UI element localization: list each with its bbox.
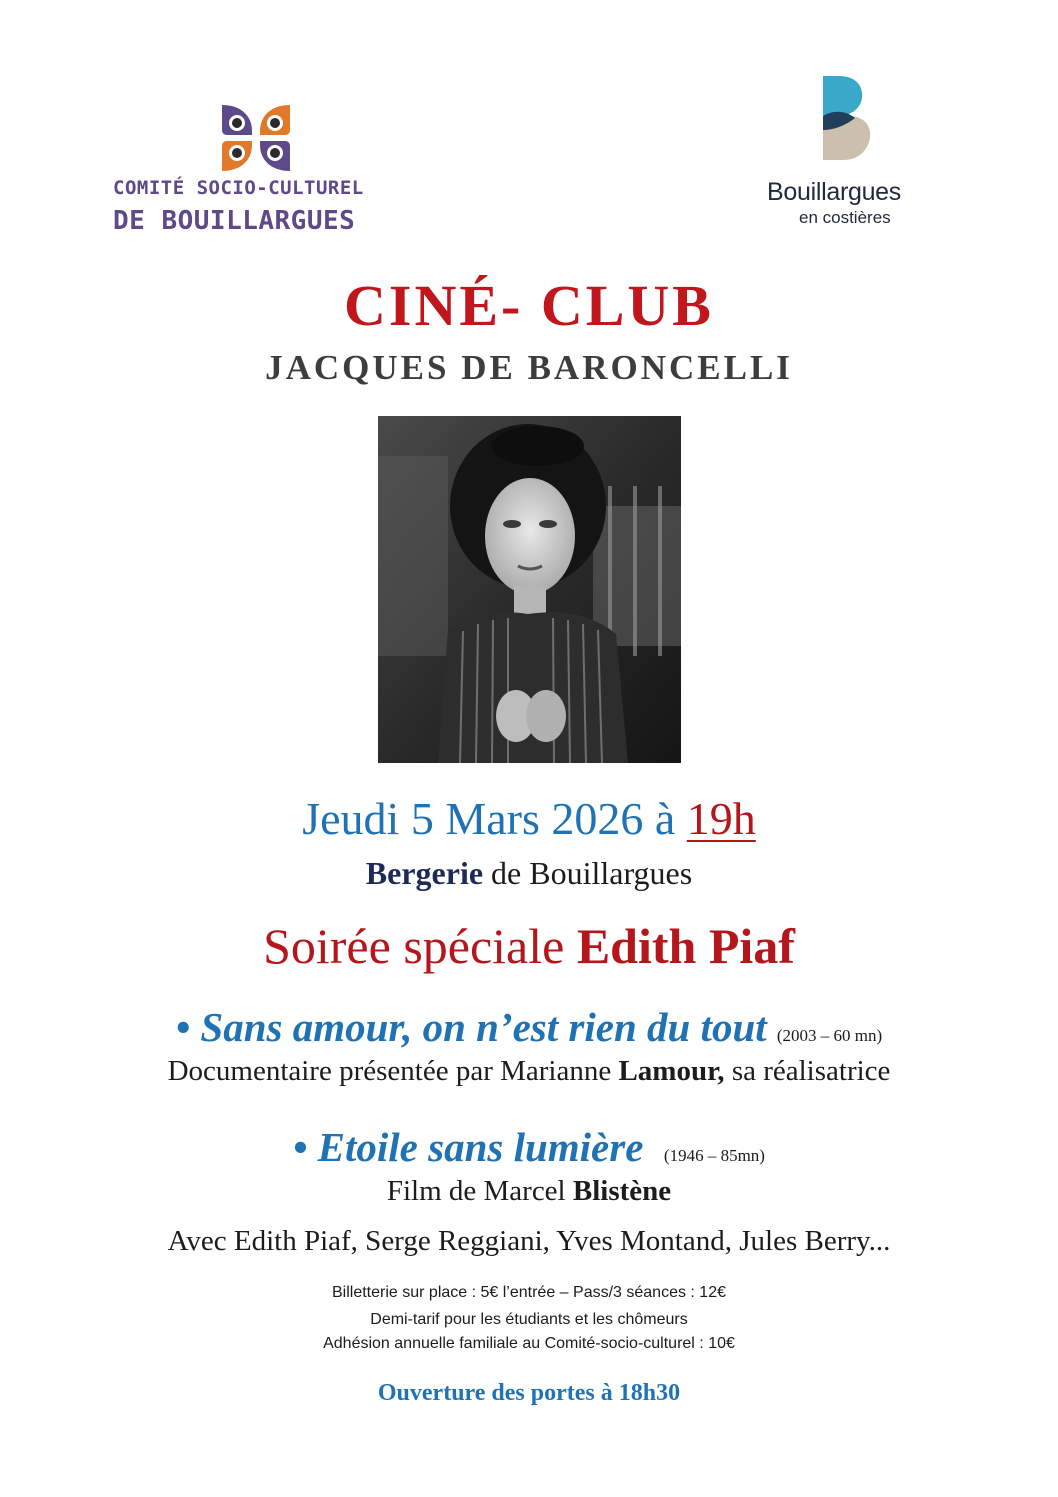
special-evening — [0, 917, 1058, 975]
film-1-bullet: • — [175, 1004, 191, 1050]
film-2-desc-prefix: Film de Marcel — [386, 1175, 573, 1207]
logo-right-name: Bouillargues — [767, 178, 901, 206]
film-1-desc-suffix: sa réalisatrice — [724, 1055, 891, 1087]
edith-piaf-photo — [378, 416, 681, 763]
special-name: Edith Piaf — [576, 918, 795, 974]
logo-bouillargues — [765, 72, 935, 232]
bouillargues-b-icon — [765, 72, 935, 172]
event-datetime — [0, 792, 1058, 845]
film-1-title-line — [0, 1003, 1058, 1051]
event-time: 19h — [686, 793, 756, 844]
membership-info: Adhésion annuelle familiale au Comité-socio-culturel : 10€ — [323, 1335, 735, 1352]
special-prefix: Soirée spéciale — [263, 918, 577, 974]
logo-comite-socio-culturel — [112, 100, 412, 245]
film-1-note: (2003 – 60 mn) — [776, 1026, 883, 1045]
page-title: CINÉ- CLUB — [344, 273, 714, 338]
film-1-title: Sans amour, on n’est rien du tout — [200, 1004, 767, 1050]
logo-right-subtitle: en costières — [799, 208, 891, 227]
flower-emblem-icon — [112, 100, 412, 175]
ticket-info: Billetterie sur place : 5€ l’entrée – Pass/3 séances : 12€ — [332, 1284, 726, 1301]
film-1-desc-prefix: Documentaire présentée par Marianne — [167, 1055, 619, 1087]
film-2-cast: Avec Edith Piaf, Serge Reggiani, Yves Montand, Jules Berry... — [167, 1225, 891, 1257]
page-subtitle: JACQUES DE BARONCELLI — [265, 348, 793, 387]
venue-location: de Bouillargues — [483, 855, 693, 891]
film-2-title: Etoile sans lumière — [317, 1124, 644, 1170]
event-date: Jeudi 5 Mars 2026 à — [302, 793, 687, 844]
doors-opening: Ouverture des portes à 18h30 — [377, 1380, 681, 1406]
event-venue — [0, 855, 1058, 892]
logo-left-line1: COMITÉ SOCIO-CULTUREL — [113, 177, 364, 199]
film-1-desc-bold: Lamour, — [618, 1055, 725, 1087]
film-2-desc-bold: Blistène — [572, 1175, 672, 1207]
film-1-description — [0, 1055, 1058, 1088]
film-2-note: (1946 – 85mn) — [663, 1146, 765, 1165]
film-2-description — [0, 1175, 1058, 1208]
film-2-title-line — [0, 1123, 1058, 1171]
film-2-bullet: • — [293, 1124, 308, 1170]
logo-left-line2: DE BOUILLARGUES — [113, 206, 356, 236]
discount-info: Demi-tarif pour les étudiants et les chômeurs — [370, 1311, 688, 1328]
venue-name: Bergerie — [365, 855, 484, 891]
